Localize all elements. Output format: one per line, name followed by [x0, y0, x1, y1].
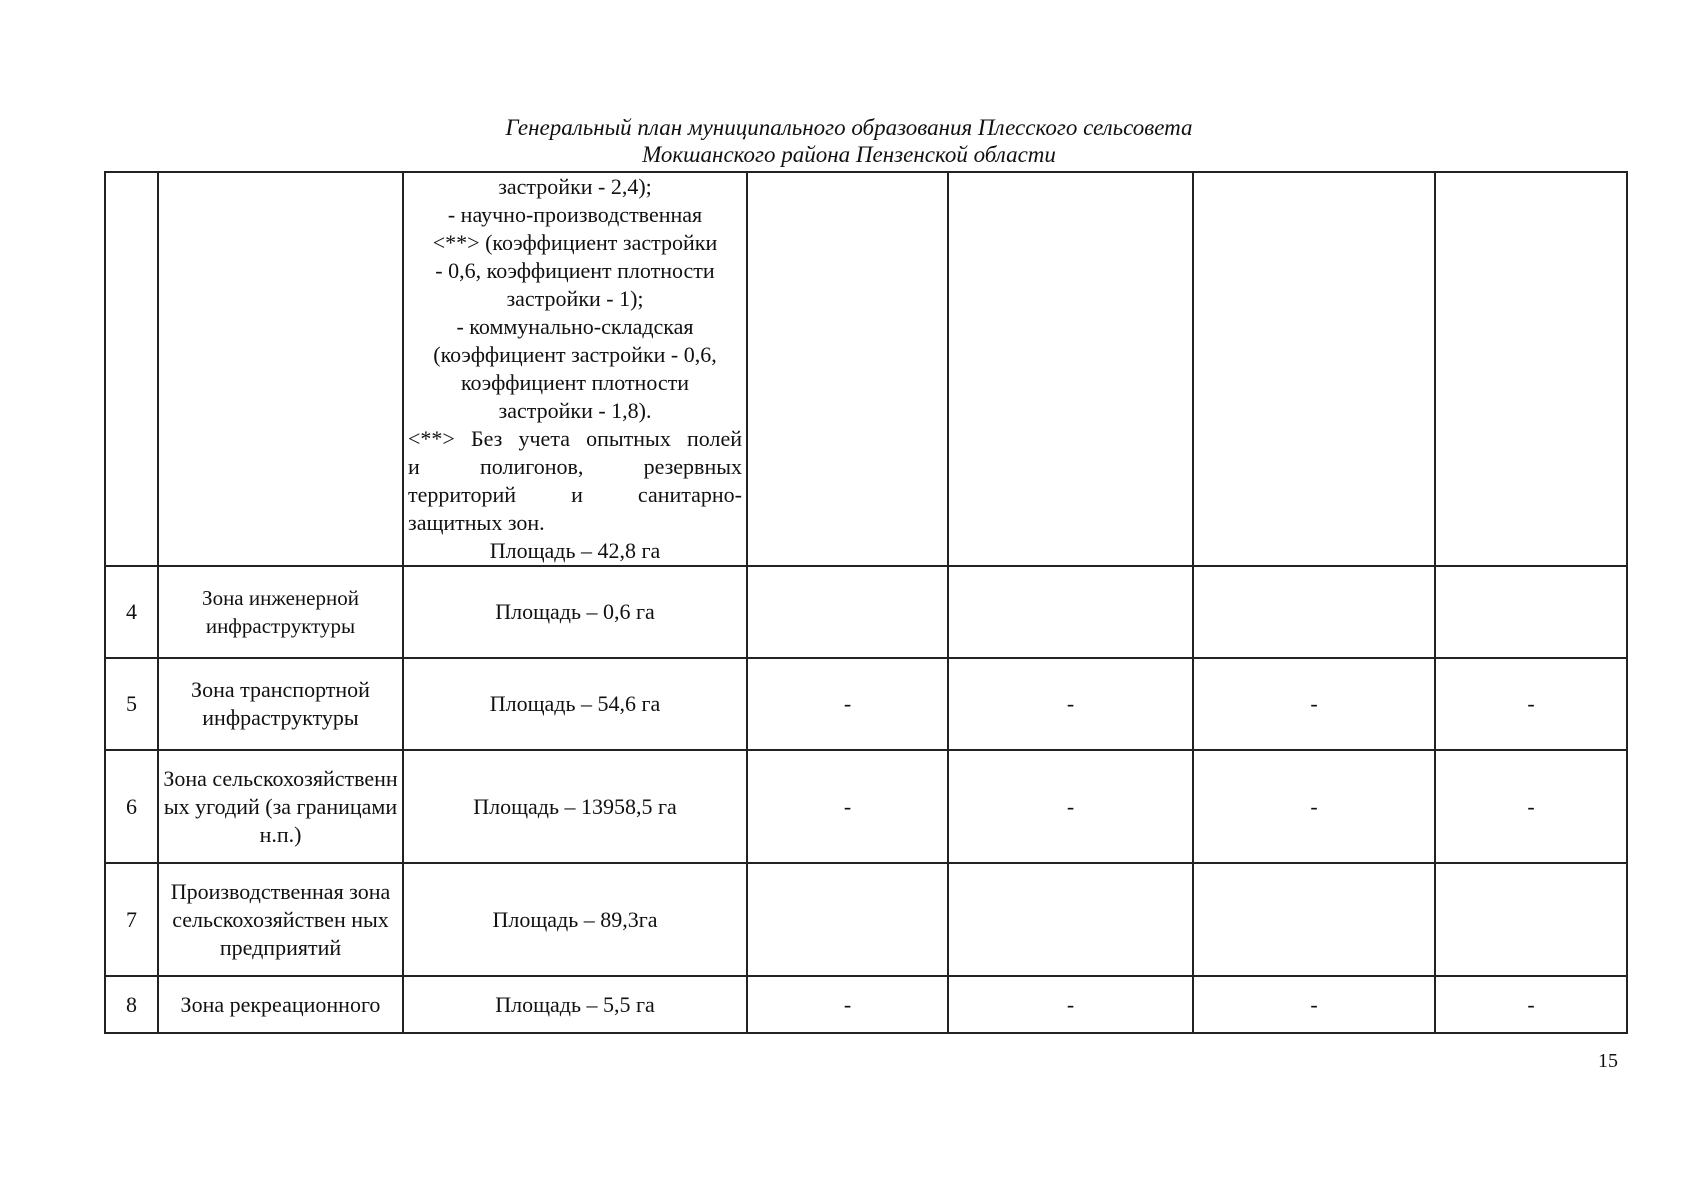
cell-col-6 [1193, 172, 1435, 566]
cell-col-5: - [948, 750, 1193, 863]
cell-num [105, 172, 158, 566]
param-line: территорий и санитарно- [408, 482, 742, 507]
cell-num: 7 [105, 863, 158, 976]
param-line: коэффициент плотности [460, 370, 690, 395]
cell-col-7: - [1435, 750, 1627, 863]
cell-col-6: - [1193, 976, 1435, 1033]
cell-zone-name: Зона сельскохозяйственн ых угодий (за границами н.п.) [158, 750, 403, 863]
cell-zone-name [158, 172, 403, 566]
cell-col-7: - [1435, 658, 1627, 750]
cell-area: Площадь – 13958,5 га [403, 750, 747, 863]
cell-col-4: - [747, 658, 948, 750]
param-line: застройки - 1); [506, 286, 644, 311]
cell-col-7 [1435, 863, 1627, 976]
cell-col-7: - [1435, 976, 1627, 1033]
cell-area: Площадь – 0,6 га [403, 566, 747, 658]
param-line: <**> (коэффициент застройки [432, 230, 718, 255]
document-header [0, 114, 1698, 168]
cell-zone-name: Зона инженерной инфраструктуры [158, 566, 403, 658]
cell-zone-name: Зона рекреационного [158, 976, 403, 1033]
table-row [105, 566, 1627, 658]
cell-col-5: - [948, 976, 1193, 1033]
cell-zone-name: Зона транспортной инфраструктуры [158, 658, 403, 750]
cell-num: 6 [105, 750, 158, 863]
cell-zone-name: Производственная зона сельскохозяйствен ных предприятий [158, 863, 403, 976]
param-line: защитных зон. [408, 510, 545, 535]
param-line: застройки - 2,4); [498, 174, 652, 199]
cell-col-5: - [948, 658, 1193, 750]
header-line-2: Мокшанского района Пензенской области [642, 142, 1056, 167]
cell-col-4 [747, 863, 948, 976]
cell-parameters [403, 172, 747, 566]
param-line: застройки - 1,8). [498, 398, 652, 423]
cell-col-4: - [747, 976, 948, 1033]
zones-table [104, 171, 1628, 1034]
cell-col-7 [1435, 172, 1627, 566]
cell-col-6: - [1193, 750, 1435, 863]
cell-area: Площадь – 5,5 га [403, 976, 747, 1033]
table-row [105, 976, 1627, 1033]
page-number: 15 [1598, 1050, 1618, 1072]
param-line: и полигонов, резервных [408, 454, 742, 479]
cell-num: 8 [105, 976, 158, 1033]
param-line: - научно-производственная [447, 202, 703, 227]
cell-col-5 [948, 863, 1193, 976]
cell-col-7 [1435, 566, 1627, 658]
cell-col-6 [1193, 863, 1435, 976]
cell-col-4 [747, 566, 948, 658]
cell-num: 4 [105, 566, 158, 658]
param-line: - 0,6, коэффициент плотности [435, 258, 715, 283]
cell-col-6: - [1193, 658, 1435, 750]
cell-num: 5 [105, 658, 158, 750]
cell-area: Площадь – 54,6 га [403, 658, 747, 750]
header-line-1: Генеральный план муниципального образования Плесского сельсовета [505, 115, 1193, 140]
param-line: <**> Без учета опытных полей [408, 426, 742, 451]
cell-col-6 [1193, 566, 1435, 658]
table-row [105, 863, 1627, 976]
table-row [105, 750, 1627, 863]
cell-col-5 [948, 172, 1193, 566]
cell-col-4 [747, 172, 948, 566]
table-row-continuation [105, 172, 1627, 566]
cell-col-4: - [747, 750, 948, 863]
param-line: Площадь – 42,8 га [489, 538, 661, 563]
cell-col-5 [948, 566, 1193, 658]
param-line: (коэффициент застройки - 0,6, [433, 342, 717, 367]
cell-area: Площадь – 89,3га [403, 863, 747, 976]
table-row [105, 658, 1627, 750]
param-line: - коммунально-складская [456, 314, 694, 339]
